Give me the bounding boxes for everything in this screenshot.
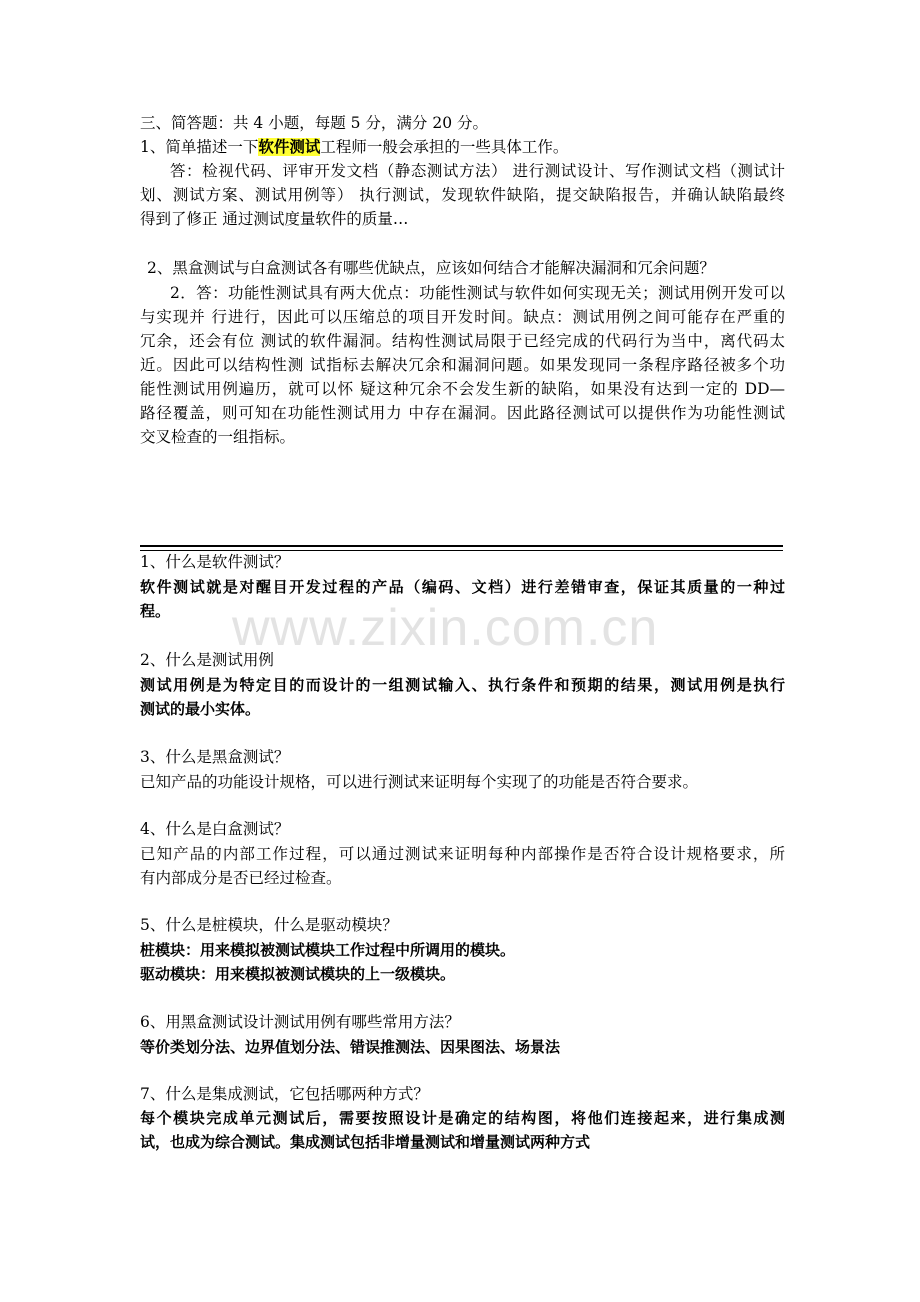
faq-question: 5、什么是桩模块，什么是驱动模块？ bbox=[140, 916, 398, 934]
q2-question: 2、黑盒测试与白盒测试各有哪些优缺点，应该如何结合才能解决漏洞和冗余问题？ bbox=[147, 259, 715, 277]
q2-answer-line: 交叉检查的一组指标。 bbox=[140, 428, 296, 446]
faq-question: 7、什么是集成测试，它包括哪两种方式？ bbox=[140, 1085, 429, 1103]
faq-answer-line: 已知产品的功能设计规格，可以进行测试来证明每个实现了的功能是否符合要求。 bbox=[140, 773, 699, 791]
q2-answer-line: 2．答：功能性测试具有两大优点：功能性测试与软件如何实现无关；测试用例开发可以 bbox=[170, 284, 785, 302]
faq-question: 4、什么是白盒测试？ bbox=[140, 820, 290, 838]
q1-question-prefix: 1、简单描述一下 bbox=[140, 138, 259, 156]
watermark: www.zixin.com.cn bbox=[232, 599, 659, 657]
faq-answer-line: 软件测试就是对醒目开发过程的产品（编码、文档）进行差错审查，保证其质量的一种过 bbox=[140, 578, 785, 596]
q2-answer-line: 冗余，还会有位 测试的软件漏洞。结构性测试局限于已经完成的代码行为当中，离代码太 bbox=[140, 332, 785, 350]
faq-answer-line: 程。 bbox=[140, 602, 171, 620]
q1-answer-line: 得到了修正 通过测试度量软件的质量… bbox=[140, 210, 409, 228]
faq-question: 3、什么是黑盒测试？ bbox=[140, 748, 290, 766]
q1-question bbox=[140, 136, 785, 159]
faq-answer-line: 每个模块完成单元测试后，需要按照设计是确定的结构图，将他们连接起来，进行集成测 bbox=[140, 1109, 785, 1127]
section-header: 三、简答题：共 4 小题，每题 5 分，满分 20 分。 bbox=[140, 114, 489, 132]
faq-answer-line: 试，也成为综合测试。集成测试包括非增量测试和增量测试两种方式 bbox=[140, 1133, 591, 1151]
q1-answer-line: 答：检视代码、评审开发文档（静态测试方法） 进行测试设计、写作测试文档（测试计 bbox=[170, 162, 785, 180]
q2-answer-line: 能性测试用例遍历，就可以怀 疑这种冗余不会发生新的缺陷，如果没有达到一定的 DD— bbox=[140, 380, 785, 398]
faq-question: 1、什么是软件测试？ bbox=[140, 553, 290, 571]
faq-answer-line: 测试用例是为特定目的而设计的一组测试输入、执行条件和预期的结果，测试用例是执行 bbox=[140, 676, 785, 694]
q1-answer-line: 划、测试方案、测试用例等） 执行测试，发现软件缺陷，提交缺陷报告，并确认缺陷最终 bbox=[140, 186, 785, 204]
faq-answer-line: 已知产品的内部工作过程，可以通过测试来证明每种内部操作是否符合设计规格要求，所 bbox=[140, 845, 785, 863]
faq-question: 6、用黑盒测试设计测试用例有哪些常用方法？ bbox=[140, 1013, 460, 1031]
faq-answer-line: 驱动模块：用来模拟被测试模块的上一级模块。 bbox=[140, 965, 456, 983]
faq-answer-line: 测试的最小实体。 bbox=[140, 700, 261, 718]
divider-thick bbox=[140, 545, 783, 547]
faq-answer-line: 等价类划分法、边界值划分法、错误推测法、因果图法、场景法 bbox=[140, 1038, 561, 1056]
faq-question: 2、什么是测试用例 bbox=[140, 651, 274, 669]
q1-question-suffix: 工程师一般会承担的一些具体工作。 bbox=[320, 138, 569, 156]
q2-answer-line: 路径覆盖，则可知在功能性测试用力 中存在漏洞。因此路径测试可以提供作为功能性测试 bbox=[140, 404, 785, 422]
q1-highlight-keyword: 软件测试 bbox=[258, 138, 321, 156]
faq-answer-line: 桩模块：用来模拟被测试模块工作过程中所调用的模块。 bbox=[140, 941, 516, 959]
q2-answer-line: 与实现并 行进行，因此可以压缩总的项目开发时间。缺点：测试用例之间可能存在严重的 bbox=[140, 308, 785, 326]
q2-answer-line: 近。因此可以结构性测 试指标去解决冗余和漏洞问题。如果发现同一条程序路径被多个功 bbox=[140, 356, 785, 374]
faq-answer-line: 有内部成分是否已经过检查。 bbox=[140, 869, 342, 887]
